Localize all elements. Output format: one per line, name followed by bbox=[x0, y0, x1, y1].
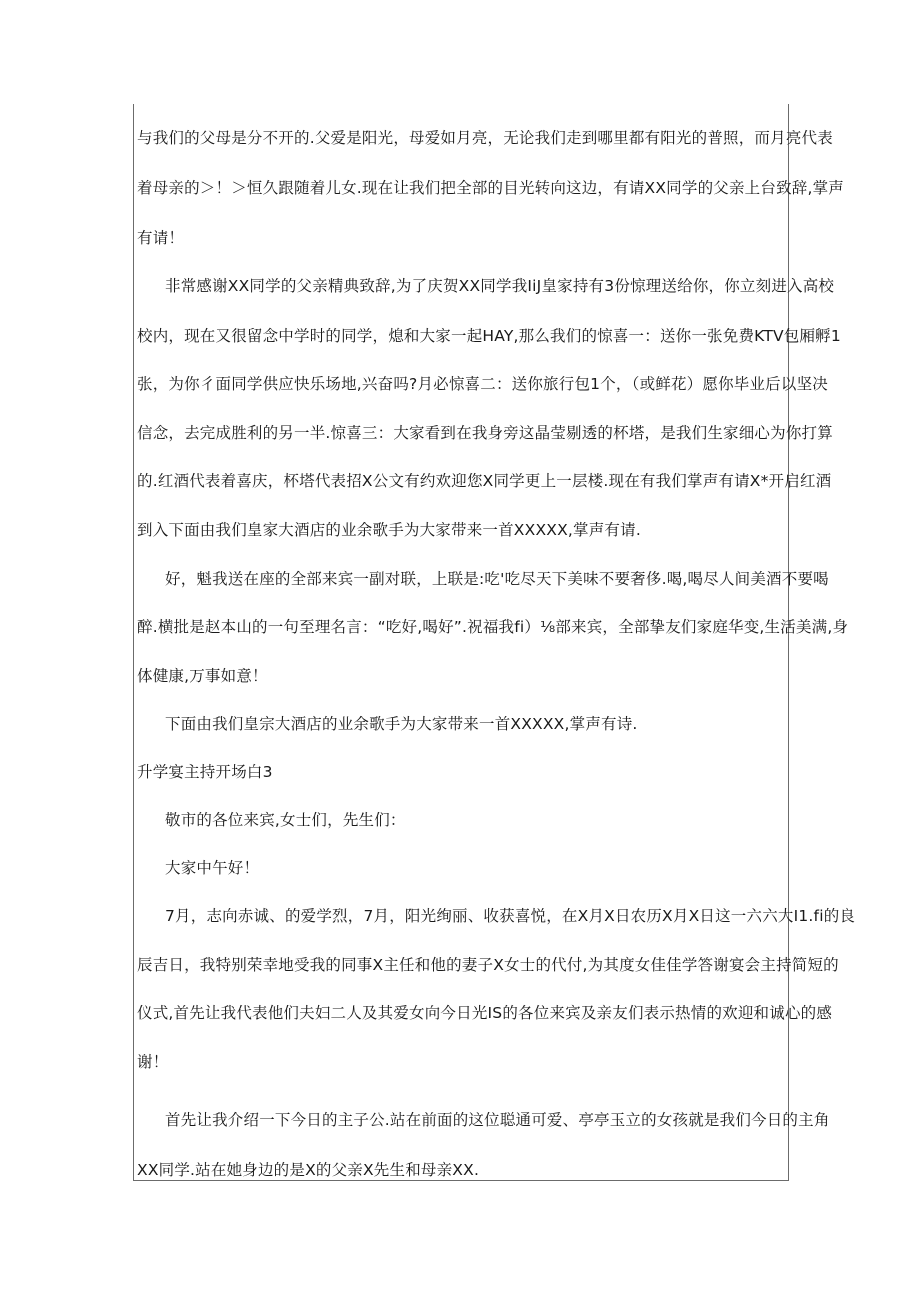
text-line: 仪式,首先让我代表他们夫妇二人及其爱女向今日光IS的各位来宾及亲友们表示热情的欢迎和诚心的感 bbox=[137, 1004, 833, 1022]
paragraph-start: 首先让我介绍一下今日的主子公.站在前面的这位聪通可爱、亭亭玉立的女孩就是我们今日的主角 bbox=[165, 1111, 830, 1129]
text-line: 张，为你彳面同学供应快乐场地,兴奋吗?月必惊喜二：送你旅行包1个，（或鲜花）愿你毕业后以坚决 bbox=[137, 375, 828, 393]
greeting: 敬市的各位来宾,女士们，先生们： bbox=[165, 811, 406, 829]
paragraph-start: 好，魁我送在座的全部来宾一副对联，上联是:吃'吃尽天下美味不要奢侈.喝,喝尽人间美酒不要喝 bbox=[165, 570, 829, 588]
text-line: 谢！ bbox=[137, 1053, 169, 1071]
text-line: 校内，现在又很留念中学时的同学，熄和大家一起HAY,那么我们的惊喜一：送你一张免费KTV包厢孵1 bbox=[137, 327, 841, 345]
paragraph-start: 非常感谢XX同学的父亲精典致辞,为了庆贺XX同学我IiJ皇家持有3份惊理送给你，你立刻进入高校 bbox=[165, 277, 835, 295]
text-line: 与我们的父母是分不开的.父爱是阳光，母爱如月亮，无论我们走到哪里都有阳光的普照，而月亮代表 bbox=[137, 129, 833, 147]
text-line: 醉.横批是赵本山的一句至理名言：“吃好,喝好”.祝福我fi）⅛部来宾，全部挚友们家庭华变,生活美满,身 bbox=[137, 618, 849, 636]
greeting: 大家中午好！ bbox=[165, 859, 260, 877]
text-line: 的.红酒代表着喜庆，杯塔代表招X公文有约欢迎您X同学更上一层楼.现在有我们掌声有请X*开启红酒 bbox=[137, 472, 832, 490]
text-line: 到入下面由我们皇家大酒店的业余歌手为大家带来一首XXXXX,掌声有请. bbox=[137, 521, 641, 539]
section-heading: 升学宴主持开场白3 bbox=[137, 763, 273, 781]
text-line: 辰吉日，我特别荣幸地受我的同事X主任和他的妻子X女士的代付,为其度女佳佳学答谢宴会主持简短的 bbox=[137, 956, 839, 974]
text-line: XX同学.站在她身边的是X的父亲X先生和母亲XX. bbox=[137, 1161, 480, 1179]
text-line: 着母亲的＞！＞恒久跟随着儿女.现在让我们把全部的目光转向这边，有请XX同学的父亲上台致辞,掌声 bbox=[137, 179, 844, 197]
paragraph-start: 7月，志向赤诚、的爱学烈，7月，阳光绚丽、收获喜悦，在X月X日农历X月X日这一六六大I1.fi的良 bbox=[165, 907, 856, 925]
text-line: 信念，去完成胜利的另一半.惊喜三：大家看到在我身旁这晶莹剔透的杯塔，是我们生家细心为你打算 bbox=[137, 424, 833, 442]
text-line: 体健康,万事如意！ bbox=[137, 667, 268, 685]
text-line: 有请！ bbox=[137, 229, 185, 247]
paragraph-start: 下面由我们皇宗大酒店的业余歌手为大家带来一首XXXXX,掌声有诗. bbox=[165, 715, 638, 733]
